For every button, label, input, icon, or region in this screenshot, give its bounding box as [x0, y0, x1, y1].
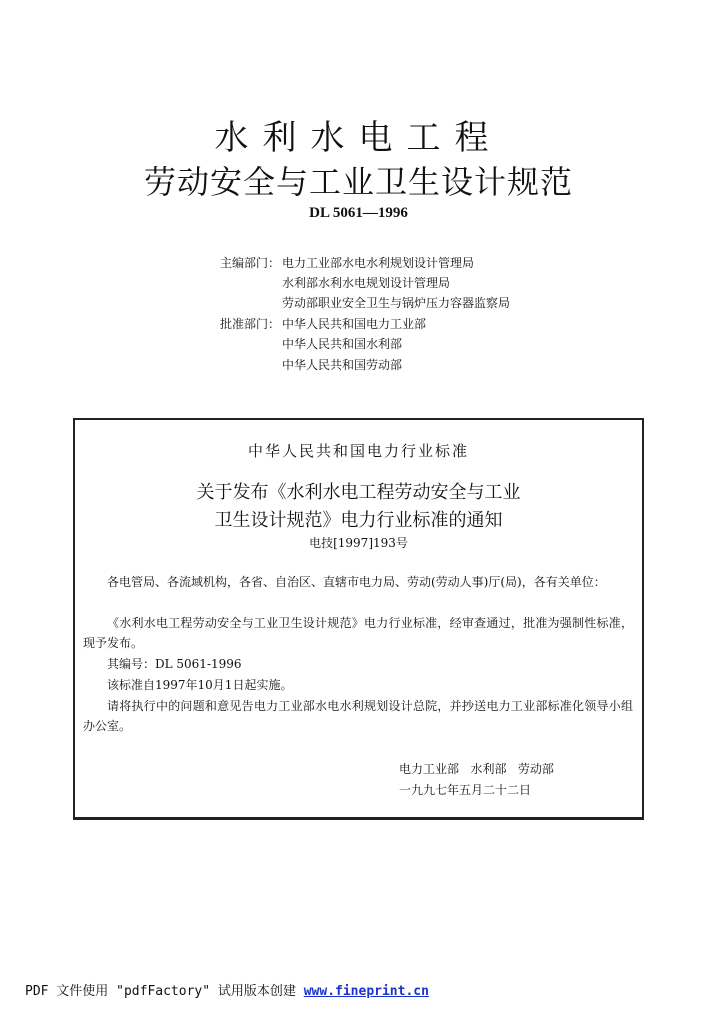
notice-category: 中华人民共和国电力行业标准	[247, 442, 469, 460]
notice-paragraph: 该标准自1997年10月1日起实施。	[107, 678, 293, 692]
approver-label: 批准部门：	[220, 317, 281, 331]
notice-paragraph: 请将执行中的问题和意见告电力工业部水电水利规划设计总院，并抄送电力工业部标准化领导小组办公室。	[83, 699, 633, 733]
editor-label: 主编部门：	[220, 256, 281, 270]
notice-heading-line2: 卫生设计规范》电力行业标准的通知	[214, 510, 503, 531]
editor-dept: 电力工业部水电水利规划设计管理局	[282, 256, 475, 270]
approver-dept: 中华人民共和国水利部	[282, 337, 403, 351]
notice-date: 一九九七年五月二十二日	[399, 783, 532, 797]
document-title-line2: 劳动安全与工业卫生设计规范	[143, 163, 573, 201]
pdf-footer	[25, 980, 429, 999]
editor-dept: 劳动部职业安全卫生与锅炉压力容器监察局	[282, 296, 511, 310]
notice-signatories: 电力工业部 水利部 劳动部	[399, 762, 554, 776]
approver-dept: 中华人民共和国电力工业部	[282, 317, 427, 331]
standard-number: DL 5061—1996	[309, 205, 408, 221]
notice-box	[73, 418, 644, 820]
footer-text: PDF 文件使用 "pdfFactory" 试用版本创建	[25, 984, 304, 999]
notice-paragraph: 其编号：DL 5061-1996	[107, 657, 242, 671]
footer-link[interactable]: www.fineprint.cn	[303, 984, 429, 999]
approver-dept: 中华人民共和国劳动部	[282, 358, 403, 372]
document-title-line1: 水利水电工程	[214, 118, 503, 158]
notice-doc-number: 电技[1997]193号	[309, 536, 408, 550]
notice-heading-line1: 关于发布《水利水电工程劳动安全与工业	[196, 482, 521, 503]
notice-paragraph: 《水利水电工程劳动安全与工业卫生设计规范》电力行业标准，经审查通过，批准为强制性标准，现予发布。	[83, 616, 633, 650]
notice-paragraph: 各电管局、各流域机构，各省、自治区、直辖市电力局、劳动(劳动人事)厅(局)，各有关单位：	[107, 575, 606, 589]
editor-dept: 水利部水利水电规划设计管理局	[282, 276, 451, 290]
